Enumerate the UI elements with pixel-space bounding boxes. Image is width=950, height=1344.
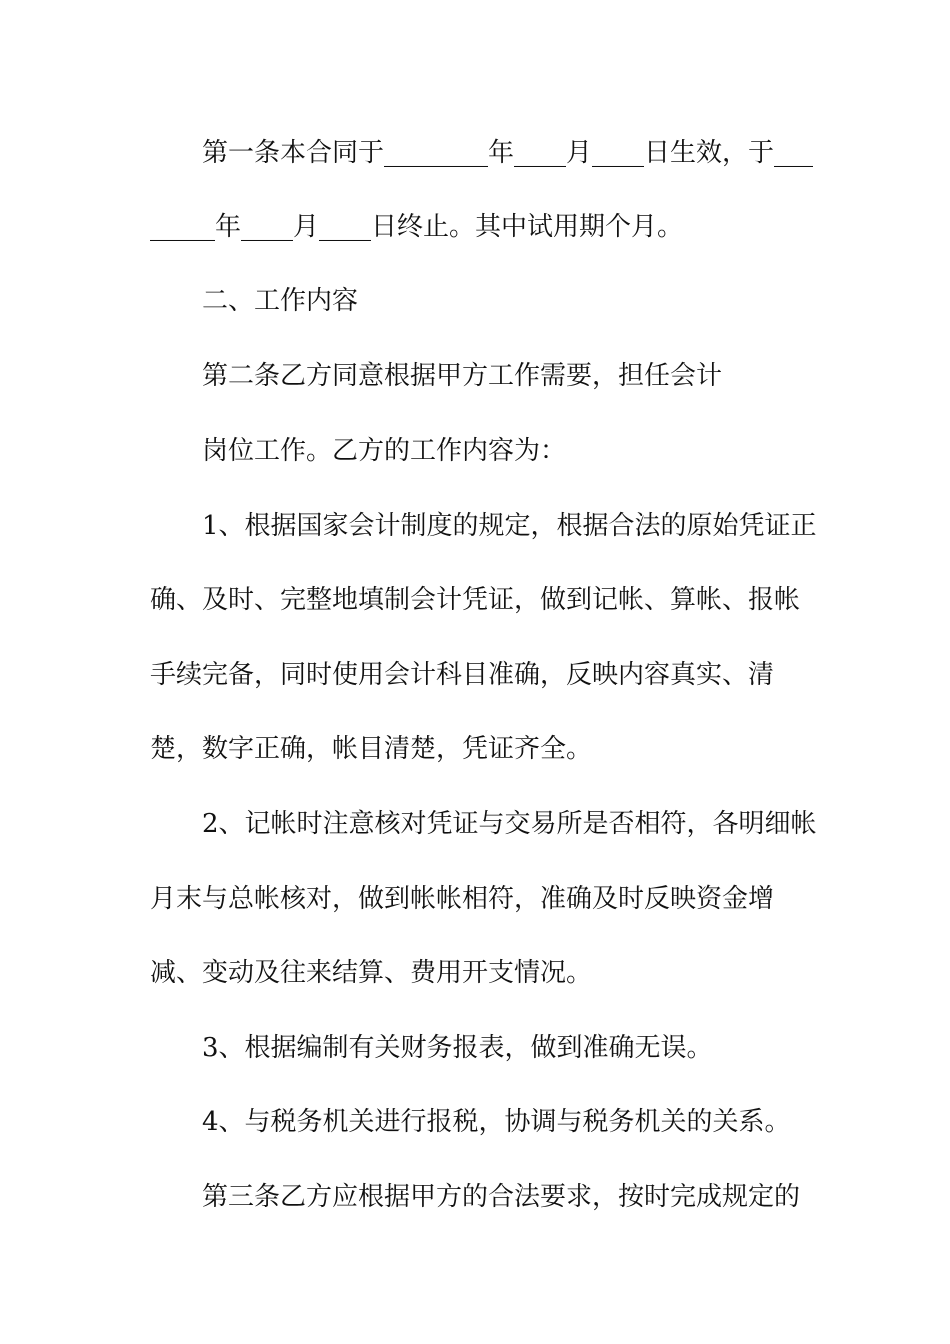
section-heading-work-content: 二、工作内容 (202, 286, 359, 316)
item-1-line-3: 手续完备，同时使用会计科目准确，反映内容真实、清 (150, 660, 775, 690)
contract-effective-date-line: 第一条本合同于________年____月____日生效，于___ (202, 138, 814, 168)
item-1-line-4: 楚，数字正确，帐目清楚，凭证齐全。 (150, 734, 593, 764)
item-1-line-1: 1、根据国家会计制度的规定，根据合法的原始凭证正 (202, 511, 817, 541)
item-2-line-3: 减、变动及往来结算、费用开支情况。 (150, 958, 593, 988)
item-4-line: 4、与税务机关进行报税，协调与税务机关的关系。 (202, 1107, 791, 1137)
item-2-line-2: 月末与总帐核对，做到帐帐相符，准确及时反映资金增 (150, 884, 775, 914)
item-2-line-1: 2、记帐时注意核对凭证与交易所是否相符，各明细帐 (202, 809, 817, 839)
article-two-line-2: 岗位工作。乙方的工作内容为： (202, 436, 567, 466)
article-two-line-1: 第二条乙方同意根据甲方工作需要，担任会计 (202, 361, 723, 391)
article-three-line-1: 第三条乙方应根据甲方的合法要求，按时完成规定的 (202, 1182, 801, 1212)
item-1-line-2: 确、及时、完整地填制会计凭证，做到记帐、算帐、报帐 (150, 585, 801, 615)
item-3-line: 3、根据编制有关财务报表，做到准确无误。 (202, 1033, 713, 1063)
contract-end-date-line: _____年____月____日终止。其中试用期个月。 (150, 212, 684, 242)
